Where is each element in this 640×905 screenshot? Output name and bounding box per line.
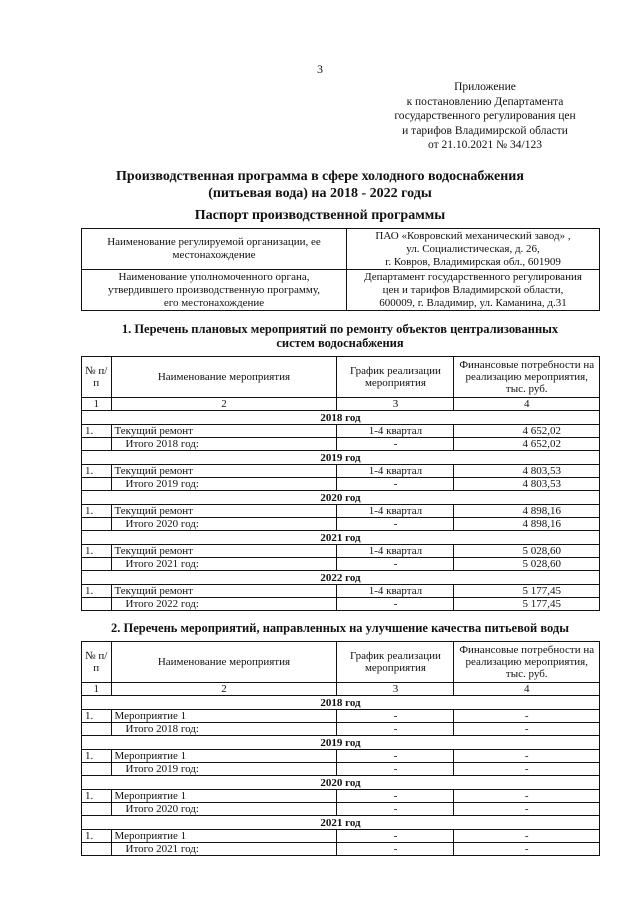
row-total-label: Итого 2020 год: bbox=[111, 518, 337, 531]
row-schedule: 1-4 квартал bbox=[337, 505, 454, 518]
section1-heading bbox=[60, 322, 620, 350]
section1-table bbox=[81, 356, 600, 611]
page-number: 3 bbox=[317, 62, 323, 76]
col-number: 3 bbox=[337, 683, 454, 696]
table-total-row bbox=[82, 843, 600, 856]
year-row bbox=[82, 696, 600, 710]
row-number-empty bbox=[82, 723, 112, 736]
row-number: 1. bbox=[82, 545, 112, 558]
row-total-amount: - bbox=[454, 803, 600, 816]
row-amount: 4 898,16 bbox=[454, 505, 600, 518]
row-total-label: Итого 2022 год: bbox=[111, 598, 337, 611]
year-label: 2021 год bbox=[82, 531, 600, 545]
year-label: 2020 год bbox=[82, 776, 600, 790]
table-row bbox=[82, 830, 600, 843]
col-header-schedule: График реализации мероприятия bbox=[337, 642, 454, 683]
row-total-amount: 4 898,16 bbox=[454, 518, 600, 531]
row-number-empty bbox=[82, 598, 112, 611]
col-header-name: Наименование мероприятия bbox=[111, 642, 337, 683]
title-line: (питьевая вода) на 2018 - 2022 годы bbox=[208, 186, 432, 201]
row-schedule: - bbox=[337, 750, 454, 763]
title-line: Производственная программа в сфере холодного водоснабжения bbox=[116, 169, 524, 184]
passport-value bbox=[347, 270, 600, 311]
row-total-label: Итого 2021 год: bbox=[111, 558, 337, 571]
year-row bbox=[82, 451, 600, 465]
passport-row-authority bbox=[82, 270, 600, 311]
appendix-line: к постановлению Департамента bbox=[406, 95, 564, 108]
row-number: 1. bbox=[82, 585, 112, 598]
row-item-name: Текущий ремонт bbox=[111, 505, 337, 518]
passport-value-line: ул. Социалистическая, д. 26, bbox=[406, 242, 540, 255]
row-total-schedule: - bbox=[337, 803, 454, 816]
row-total-label: Итого 2018 год: bbox=[111, 723, 337, 736]
year-label: 2019 год bbox=[82, 451, 600, 465]
row-item-name: Мероприятие 1 bbox=[111, 710, 337, 723]
year-row bbox=[82, 736, 600, 750]
row-item-name: Текущий ремонт bbox=[111, 425, 337, 438]
row-total-schedule: - bbox=[337, 518, 454, 531]
row-number: 1. bbox=[82, 710, 112, 723]
row-item-name: Текущий ремонт bbox=[111, 545, 337, 558]
row-total-amount: - bbox=[454, 723, 600, 736]
year-label: 2022 год bbox=[82, 571, 600, 585]
col-header-schedule: График реализации мероприятия bbox=[337, 357, 454, 398]
row-amount: - bbox=[454, 710, 600, 723]
table-total-row bbox=[82, 803, 600, 816]
row-number-empty bbox=[82, 843, 112, 856]
table-row bbox=[82, 465, 600, 478]
year-row bbox=[82, 816, 600, 830]
passport-label-line: утвердившего производственную программу, bbox=[107, 283, 320, 296]
row-number-empty bbox=[82, 478, 112, 491]
passport-value-line: ПАО «Ковровский механический завод» , bbox=[375, 229, 571, 242]
section1-heading-line: систем водоснабжения bbox=[276, 336, 404, 350]
row-total-schedule: - bbox=[337, 598, 454, 611]
appendix-line: и тарифов Владимирской области bbox=[402, 124, 568, 137]
row-schedule: 1-4 квартал bbox=[337, 425, 454, 438]
col-header-number: № п/п bbox=[82, 642, 112, 683]
table-row bbox=[82, 790, 600, 803]
row-number-empty bbox=[82, 558, 112, 571]
row-number-empty bbox=[82, 438, 112, 451]
table-total-row bbox=[82, 438, 600, 451]
row-amount: 5 028,60 bbox=[454, 545, 600, 558]
table-row bbox=[82, 750, 600, 763]
col-number: 1 bbox=[82, 398, 112, 411]
row-total-amount: 5 177,45 bbox=[454, 598, 600, 611]
year-row bbox=[82, 531, 600, 545]
section1-heading-line: 1. Перечень плановых мероприятий по ремонту объектов централизованных bbox=[121, 322, 559, 336]
col-header-number: № п/п bbox=[82, 357, 112, 398]
row-total-label: Итого 2018 год: bbox=[111, 438, 337, 451]
table-row bbox=[82, 585, 600, 598]
passport-value-line: г. Ковров, Владимирская обл., 601909 bbox=[385, 255, 561, 268]
row-number-empty bbox=[82, 803, 112, 816]
year-label: 2019 год bbox=[82, 736, 600, 750]
col-number: 2 bbox=[111, 398, 337, 411]
col-number: 1 bbox=[82, 683, 112, 696]
row-total-schedule: - bbox=[337, 438, 454, 451]
passport-value-line: цен и тарифов Владимирской области, bbox=[382, 283, 564, 296]
row-number: 1. bbox=[82, 790, 112, 803]
col-header-finance: Финансовые потребности на реализацию мероприятия, тыс. руб. bbox=[454, 357, 600, 398]
row-schedule: 1-4 квартал bbox=[337, 585, 454, 598]
col-number: 4 bbox=[454, 398, 600, 411]
row-item-name: Текущий ремонт bbox=[111, 465, 337, 478]
passport-label: Наименование регулируемой организации, ее местонахождение bbox=[82, 229, 347, 270]
row-total-schedule: - bbox=[337, 843, 454, 856]
table-total-row bbox=[82, 763, 600, 776]
table-total-row bbox=[82, 598, 600, 611]
row-number: 1. bbox=[82, 425, 112, 438]
row-total-amount: 5 028,60 bbox=[454, 558, 600, 571]
row-number: 1. bbox=[82, 830, 112, 843]
row-total-schedule: - bbox=[337, 558, 454, 571]
row-total-label: Итого 2019 год: bbox=[111, 478, 337, 491]
row-schedule: 1-4 квартал bbox=[337, 545, 454, 558]
passport-heading: Паспорт производственной программы bbox=[194, 208, 446, 223]
year-label: 2020 год bbox=[82, 491, 600, 505]
appendix-line: Приложение bbox=[454, 81, 516, 93]
table-column-numbers-row bbox=[82, 683, 600, 696]
year-label: 2018 год bbox=[82, 411, 600, 425]
row-total-amount: - bbox=[454, 843, 600, 856]
table-row bbox=[82, 710, 600, 723]
row-amount: - bbox=[454, 750, 600, 763]
row-item-name: Мероприятие 1 bbox=[111, 790, 337, 803]
col-header-finance: Финансовые потребности на реализацию мероприятия, тыс. руб. bbox=[454, 642, 600, 683]
table-total-row bbox=[82, 558, 600, 571]
table-row bbox=[82, 545, 600, 558]
year-label: 2021 год bbox=[82, 816, 600, 830]
row-total-amount: 4 803,53 bbox=[454, 478, 600, 491]
passport-value-line: Департамент государственного регулирования bbox=[364, 270, 582, 283]
passport-value-line: 600009, г. Владимир, ул. Каманина, д.31 bbox=[379, 296, 567, 309]
table-header-row bbox=[82, 642, 600, 683]
row-number: 1. bbox=[82, 505, 112, 518]
row-schedule: 1-4 квартал bbox=[337, 465, 454, 478]
table-header-row bbox=[82, 357, 600, 398]
appendix-line: государственного регулирования цен bbox=[394, 110, 576, 122]
row-total-label: Итого 2021 год: bbox=[111, 843, 337, 856]
row-total-amount: - bbox=[454, 763, 600, 776]
row-amount: 4 803,53 bbox=[454, 465, 600, 478]
table-total-row bbox=[82, 518, 600, 531]
row-amount: - bbox=[454, 830, 600, 843]
year-row bbox=[82, 491, 600, 505]
row-number: 1. bbox=[82, 750, 112, 763]
col-number: 4 bbox=[454, 683, 600, 696]
row-schedule: - bbox=[337, 830, 454, 843]
section2-heading-line: 2. Перечень мероприятий, направленных на улучшение качества питьевой воды bbox=[111, 621, 569, 635]
passport-label bbox=[82, 270, 347, 311]
table-row bbox=[82, 505, 600, 518]
section2-table bbox=[81, 641, 600, 856]
section2-heading bbox=[60, 621, 620, 635]
row-schedule: - bbox=[337, 710, 454, 723]
row-total-schedule: - bbox=[337, 478, 454, 491]
passport-row-organization bbox=[82, 229, 600, 270]
year-row bbox=[82, 411, 600, 425]
appendix-block bbox=[360, 80, 610, 153]
year-row bbox=[82, 776, 600, 790]
row-total-schedule: - bbox=[337, 763, 454, 776]
row-number-empty bbox=[82, 518, 112, 531]
passport-label-line: Наименование уполномоченного органа, bbox=[118, 270, 310, 283]
row-total-label: Итого 2020 год: bbox=[111, 803, 337, 816]
row-amount: 5 177,45 bbox=[454, 585, 600, 598]
row-item-name: Текущий ремонт bbox=[111, 585, 337, 598]
appendix-line: от 21.10.2021 № 34/123 bbox=[428, 139, 542, 151]
row-number: 1. bbox=[82, 465, 112, 478]
row-item-name: Мероприятие 1 bbox=[111, 830, 337, 843]
row-total-amount: 4 652,02 bbox=[454, 438, 600, 451]
row-number-empty bbox=[82, 763, 112, 776]
col-number: 2 bbox=[111, 683, 337, 696]
row-total-label: Итого 2019 год: bbox=[111, 763, 337, 776]
col-header-name: Наименование мероприятия bbox=[111, 357, 337, 398]
row-amount: 4 652,02 bbox=[454, 425, 600, 438]
row-item-name: Мероприятие 1 bbox=[111, 750, 337, 763]
table-total-row bbox=[82, 723, 600, 736]
table-total-row bbox=[82, 478, 600, 491]
passport-table bbox=[81, 228, 600, 311]
table-column-numbers-row bbox=[82, 398, 600, 411]
year-label: 2018 год bbox=[82, 696, 600, 710]
row-amount: - bbox=[454, 790, 600, 803]
year-row bbox=[82, 571, 600, 585]
col-number: 3 bbox=[337, 398, 454, 411]
row-schedule: - bbox=[337, 790, 454, 803]
row-total-schedule: - bbox=[337, 723, 454, 736]
table-row bbox=[82, 425, 600, 438]
passport-value bbox=[347, 229, 600, 270]
document-title bbox=[60, 168, 580, 202]
passport-label-line: его местонахождение bbox=[163, 296, 265, 309]
